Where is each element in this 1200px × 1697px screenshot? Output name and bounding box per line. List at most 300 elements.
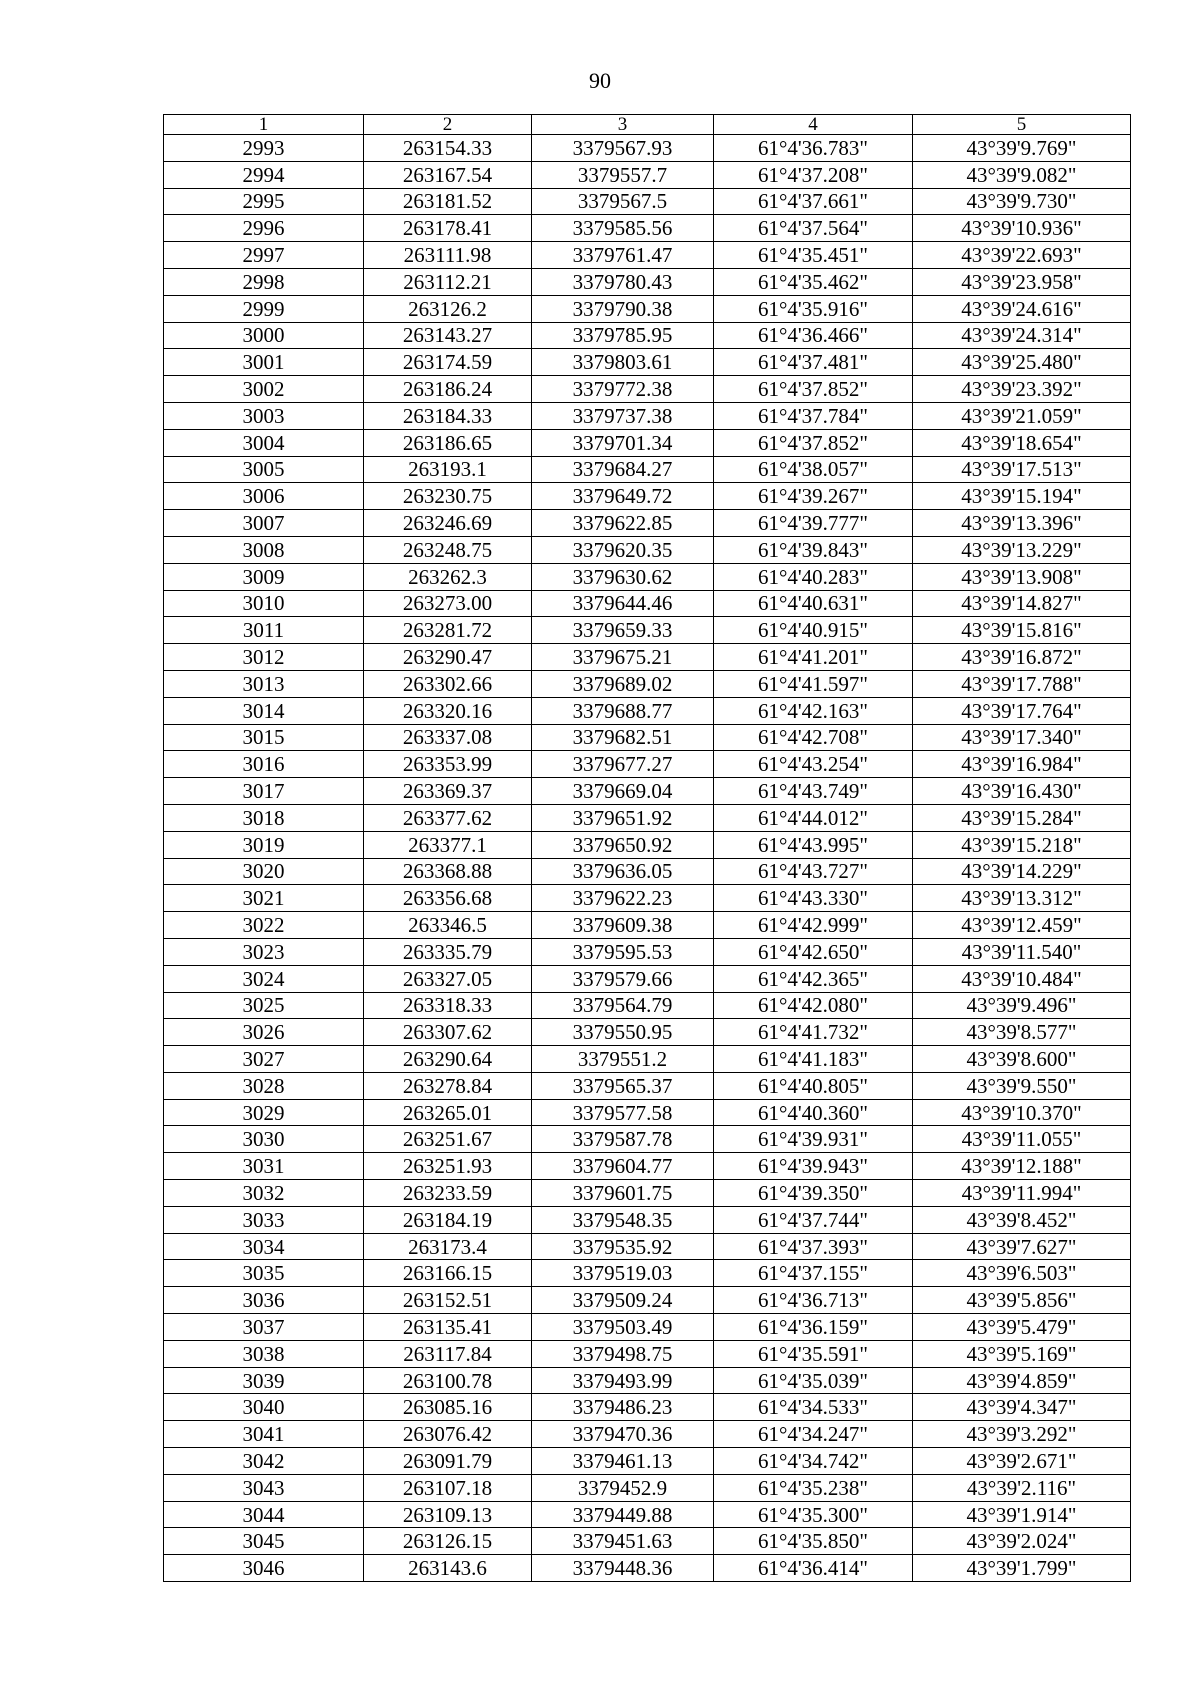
column-header-4: 4 [714, 115, 913, 135]
table-cell-col-4: 61°4'44.012" [714, 804, 913, 831]
table-cell-col-4: 61°4'35.300" [714, 1501, 913, 1528]
table-cell-col-3: 3379772.38 [532, 376, 714, 403]
table-cell-col-3: 3379677.27 [532, 751, 714, 778]
table-cell-col-3: 3379585.56 [532, 215, 714, 242]
table-cell-col-2: 263335.79 [364, 938, 532, 965]
table-cell-col-5: 43°39'13.229" [913, 536, 1131, 563]
table-cell-col-2: 263337.08 [364, 724, 532, 751]
table-cell-col-4: 61°4'35.462" [714, 268, 913, 295]
table-cell-col-1: 3036 [164, 1287, 364, 1314]
table-cell-col-5: 43°39'1.799" [913, 1555, 1131, 1582]
table-cell-col-1: 2994 [164, 161, 364, 188]
table-cell-col-1: 3018 [164, 804, 364, 831]
table-cell-col-2: 263154.33 [364, 135, 532, 162]
table-cell-col-2: 263111.98 [364, 242, 532, 269]
table-cell-col-4: 61°4'35.850" [714, 1528, 913, 1555]
table-row [164, 751, 1131, 778]
table-cell-col-1: 3000 [164, 322, 364, 349]
table-cell-col-2: 263135.41 [364, 1314, 532, 1341]
table-cell-col-4: 61°4'42.999" [714, 912, 913, 939]
table-cell-col-4: 61°4'40.805" [714, 1072, 913, 1099]
column-header-1: 1 [164, 115, 364, 135]
table-row [164, 590, 1131, 617]
table-cell-col-1: 3019 [164, 831, 364, 858]
table-cell-col-1: 3015 [164, 724, 364, 751]
table-cell-col-1: 3012 [164, 644, 364, 671]
table-cell-col-2: 263273.00 [364, 590, 532, 617]
table-cell-col-3: 3379780.43 [532, 268, 714, 295]
table-cell-col-1: 3007 [164, 510, 364, 537]
table-cell-col-2: 263143.6 [364, 1555, 532, 1582]
table-cell-col-1: 3038 [164, 1340, 364, 1367]
table-cell-col-2: 263369.37 [364, 778, 532, 805]
table-cell-col-5: 43°39'17.513" [913, 456, 1131, 483]
table-body [164, 135, 1131, 1582]
table-row [164, 456, 1131, 483]
table-cell-col-5: 43°39'14.827" [913, 590, 1131, 617]
table-cell-col-4: 61°4'39.931" [714, 1126, 913, 1153]
table-cell-col-1: 3034 [164, 1233, 364, 1260]
table-cell-col-5: 43°39'16.872" [913, 644, 1131, 671]
table-cell-col-2: 263085.16 [364, 1394, 532, 1421]
table-cell-col-5: 43°39'10.370" [913, 1099, 1131, 1126]
table-cell-col-5: 43°39'18.654" [913, 429, 1131, 456]
table-cell-col-1: 3029 [164, 1099, 364, 1126]
table-row [164, 697, 1131, 724]
table-row [164, 670, 1131, 697]
table-row [164, 1314, 1131, 1341]
table-cell-col-1: 3006 [164, 483, 364, 510]
column-header-2: 2 [364, 115, 532, 135]
table-cell-col-2: 263166.15 [364, 1260, 532, 1287]
table-cell-col-1: 3020 [164, 858, 364, 885]
table-cell-col-2: 263193.1 [364, 456, 532, 483]
table-cell-col-2: 263173.4 [364, 1233, 532, 1260]
table-cell-col-4: 61°4'41.201" [714, 644, 913, 671]
table-row [164, 617, 1131, 644]
table-row [164, 804, 1131, 831]
table-cell-col-4: 61°4'43.330" [714, 885, 913, 912]
table-cell-col-5: 43°39'5.169" [913, 1340, 1131, 1367]
table-cell-col-1: 3042 [164, 1448, 364, 1475]
table-cell-col-2: 263233.59 [364, 1180, 532, 1207]
table-row [164, 1260, 1131, 1287]
table-cell-col-3: 3379551.2 [532, 1046, 714, 1073]
table-cell-col-2: 263265.01 [364, 1099, 532, 1126]
table-cell-col-1: 3025 [164, 992, 364, 1019]
table-cell-col-1: 3030 [164, 1126, 364, 1153]
table-cell-col-4: 61°4'42.080" [714, 992, 913, 1019]
table-cell-col-2: 263246.69 [364, 510, 532, 537]
header-row [164, 115, 1131, 135]
table-row [164, 831, 1131, 858]
table-cell-col-4: 61°4'42.365" [714, 965, 913, 992]
table-cell-col-1: 3033 [164, 1206, 364, 1233]
table-row [164, 1448, 1131, 1475]
table-cell-col-4: 61°4'39.943" [714, 1153, 913, 1180]
table-cell-col-2: 263117.84 [364, 1340, 532, 1367]
table-cell-col-5: 43°39'1.914" [913, 1501, 1131, 1528]
table-cell-col-3: 3379451.63 [532, 1528, 714, 1555]
table-row [164, 1099, 1131, 1126]
table-cell-col-2: 263307.62 [364, 1019, 532, 1046]
table-cell-col-5: 43°39'15.284" [913, 804, 1131, 831]
table-row [164, 295, 1131, 322]
table-cell-col-1: 3014 [164, 697, 364, 724]
table-cell-col-4: 61°4'35.451" [714, 242, 913, 269]
table-cell-col-1: 3040 [164, 1394, 364, 1421]
table-cell-col-3: 3379675.21 [532, 644, 714, 671]
table-cell-col-4: 61°4'37.852" [714, 429, 913, 456]
table-cell-col-5: 43°39'8.452" [913, 1206, 1131, 1233]
table-cell-col-2: 263109.13 [364, 1501, 532, 1528]
table-cell-col-3: 3379601.75 [532, 1180, 714, 1207]
table-cell-col-4: 61°4'37.744" [714, 1206, 913, 1233]
table-cell-col-3: 3379644.46 [532, 590, 714, 617]
table-cell-col-1: 3032 [164, 1180, 364, 1207]
table-cell-col-2: 263167.54 [364, 161, 532, 188]
table-cell-col-1: 3017 [164, 778, 364, 805]
table-cell-col-5: 43°39'9.730" [913, 188, 1131, 215]
table-cell-col-3: 3379535.92 [532, 1233, 714, 1260]
table-cell-col-2: 263184.33 [364, 402, 532, 429]
table-row [164, 349, 1131, 376]
table-cell-col-1: 3008 [164, 536, 364, 563]
table-row [164, 161, 1131, 188]
table-cell-col-2: 263230.75 [364, 483, 532, 510]
table-cell-col-3: 3379461.13 [532, 1448, 714, 1475]
table-cell-col-3: 3379564.79 [532, 992, 714, 1019]
table-cell-col-4: 61°4'34.742" [714, 1448, 913, 1475]
table-cell-col-2: 263076.42 [364, 1421, 532, 1448]
table-row [164, 135, 1131, 162]
table-row [164, 1474, 1131, 1501]
table-cell-col-2: 263353.99 [364, 751, 532, 778]
table-cell-col-4: 61°4'42.650" [714, 938, 913, 965]
table-row [164, 965, 1131, 992]
table-cell-col-3: 3379651.92 [532, 804, 714, 831]
table-cell-col-4: 61°4'35.238" [714, 1474, 913, 1501]
table-cell-col-5: 43°39'4.347" [913, 1394, 1131, 1421]
table-cell-col-1: 3035 [164, 1260, 364, 1287]
table-cell-col-4: 61°4'35.039" [714, 1367, 913, 1394]
table-cell-col-4: 61°4'39.350" [714, 1180, 913, 1207]
table-cell-col-3: 3379577.58 [532, 1099, 714, 1126]
table-cell-col-1: 3044 [164, 1501, 364, 1528]
table-cell-col-3: 3379565.37 [532, 1072, 714, 1099]
table-row [164, 912, 1131, 939]
table-row [164, 215, 1131, 242]
table-cell-col-3: 3379548.35 [532, 1206, 714, 1233]
table-cell-col-2: 263112.21 [364, 268, 532, 295]
table-cell-col-3: 3379498.75 [532, 1340, 714, 1367]
table-row [164, 938, 1131, 965]
table-cell-col-4: 61°4'39.267" [714, 483, 913, 510]
table-cell-col-5: 43°39'9.769" [913, 135, 1131, 162]
table-cell-col-5: 43°39'11.540" [913, 938, 1131, 965]
table-cell-col-2: 263290.64 [364, 1046, 532, 1073]
table-row [164, 242, 1131, 269]
table-cell-col-1: 3016 [164, 751, 364, 778]
coordinates-table [163, 114, 1131, 1582]
table-cell-col-5: 43°39'9.082" [913, 161, 1131, 188]
table-cell-col-5: 43°39'15.218" [913, 831, 1131, 858]
table-cell-col-4: 61°4'37.784" [714, 402, 913, 429]
table-cell-col-1: 3011 [164, 617, 364, 644]
table-cell-col-1: 3022 [164, 912, 364, 939]
table-cell-col-3: 3379452.9 [532, 1474, 714, 1501]
table-cell-col-2: 263327.05 [364, 965, 532, 992]
table-cell-col-1: 3001 [164, 349, 364, 376]
table-cell-col-2: 263262.3 [364, 563, 532, 590]
table-cell-col-3: 3379567.93 [532, 135, 714, 162]
table-row [164, 563, 1131, 590]
table-cell-col-5: 43°39'9.496" [913, 992, 1131, 1019]
table-cell-col-1: 2993 [164, 135, 364, 162]
table-cell-col-2: 263143.27 [364, 322, 532, 349]
table-cell-col-1: 3031 [164, 1153, 364, 1180]
table-row [164, 429, 1131, 456]
table-cell-col-3: 3379509.24 [532, 1287, 714, 1314]
table-row [164, 376, 1131, 403]
table-cell-col-4: 61°4'36.159" [714, 1314, 913, 1341]
column-header-5: 5 [913, 115, 1131, 135]
table-cell-col-2: 263356.68 [364, 885, 532, 912]
table-row [164, 1528, 1131, 1555]
table-cell-col-3: 3379682.51 [532, 724, 714, 751]
table-cell-col-3: 3379493.99 [532, 1367, 714, 1394]
table-cell-col-2: 263091.79 [364, 1448, 532, 1475]
table-cell-col-5: 43°39'24.616" [913, 295, 1131, 322]
table-row [164, 536, 1131, 563]
table-cell-col-4: 61°4'37.481" [714, 349, 913, 376]
table-cell-col-2: 263174.59 [364, 349, 532, 376]
table-cell-col-3: 3379622.85 [532, 510, 714, 537]
table-cell-col-5: 43°39'12.188" [913, 1153, 1131, 1180]
table-cell-col-2: 263318.33 [364, 992, 532, 1019]
table-cell-col-4: 61°4'36.466" [714, 322, 913, 349]
table-cell-col-3: 3379649.72 [532, 483, 714, 510]
table-cell-col-2: 263377.1 [364, 831, 532, 858]
table-cell-col-3: 3379803.61 [532, 349, 714, 376]
table-cell-col-5: 43°39'5.856" [913, 1287, 1131, 1314]
table-cell-col-5: 43°39'25.480" [913, 349, 1131, 376]
table-cell-col-3: 3379688.77 [532, 697, 714, 724]
table-cell-col-4: 61°4'37.852" [714, 376, 913, 403]
table-cell-col-3: 3379684.27 [532, 456, 714, 483]
table-cell-col-4: 61°4'37.564" [714, 215, 913, 242]
table-cell-col-4: 61°4'43.727" [714, 858, 913, 885]
table-cell-col-2: 263178.41 [364, 215, 532, 242]
table-row [164, 1367, 1131, 1394]
table-cell-col-3: 3379785.95 [532, 322, 714, 349]
table-cell-col-4: 61°4'34.247" [714, 1421, 913, 1448]
table-cell-col-4: 61°4'43.749" [714, 778, 913, 805]
table-cell-col-5: 43°39'8.600" [913, 1046, 1131, 1073]
table-cell-col-3: 3379761.47 [532, 242, 714, 269]
table-row [164, 644, 1131, 671]
table-cell-col-4: 61°4'40.360" [714, 1099, 913, 1126]
table-cell-col-1: 3028 [164, 1072, 364, 1099]
table-cell-col-1: 3003 [164, 402, 364, 429]
table-row [164, 402, 1131, 429]
table-row [164, 1046, 1131, 1073]
table-cell-col-4: 61°4'36.414" [714, 1555, 913, 1582]
table-header [164, 115, 1131, 135]
table-cell-col-2: 263281.72 [364, 617, 532, 644]
table-cell-col-3: 3379650.92 [532, 831, 714, 858]
table-cell-col-5: 43°39'9.550" [913, 1072, 1131, 1099]
table-cell-col-2: 263377.62 [364, 804, 532, 831]
table-cell-col-5: 43°39'2.671" [913, 1448, 1131, 1475]
table-cell-col-2: 263320.16 [364, 697, 532, 724]
table-cell-col-5: 43°39'16.430" [913, 778, 1131, 805]
table-cell-col-4: 61°4'41.183" [714, 1046, 913, 1073]
table-row [164, 1394, 1131, 1421]
table-cell-col-1: 2997 [164, 242, 364, 269]
table-cell-col-5: 43°39'6.503" [913, 1260, 1131, 1287]
table-cell-col-4: 61°4'35.916" [714, 295, 913, 322]
table-cell-col-2: 263126.15 [364, 1528, 532, 1555]
table-cell-col-3: 3379449.88 [532, 1501, 714, 1528]
table-cell-col-5: 43°39'14.229" [913, 858, 1131, 885]
table-cell-col-1: 2996 [164, 215, 364, 242]
table-cell-col-4: 61°4'42.163" [714, 697, 913, 724]
table-cell-col-1: 3041 [164, 1421, 364, 1448]
page-number: 90 [589, 68, 611, 93]
table-cell-col-5: 43°39'13.396" [913, 510, 1131, 537]
table-cell-col-5: 43°39'5.479" [913, 1314, 1131, 1341]
table-row [164, 322, 1131, 349]
table-row [164, 1287, 1131, 1314]
table-cell-col-2: 263107.18 [364, 1474, 532, 1501]
table-cell-col-4: 61°4'39.777" [714, 510, 913, 537]
table-row [164, 188, 1131, 215]
table-cell-col-2: 263251.93 [364, 1153, 532, 1180]
table-cell-col-3: 3379448.36 [532, 1555, 714, 1582]
table-cell-col-5: 43°39'11.055" [913, 1126, 1131, 1153]
table-cell-col-5: 43°39'21.059" [913, 402, 1131, 429]
table-cell-col-2: 263278.84 [364, 1072, 532, 1099]
table-cell-col-4: 61°4'34.533" [714, 1394, 913, 1421]
table-cell-col-1: 3043 [164, 1474, 364, 1501]
table-cell-col-1: 3013 [164, 670, 364, 697]
table-cell-col-4: 61°4'37.661" [714, 188, 913, 215]
table-cell-col-5: 43°39'17.340" [913, 724, 1131, 751]
table-cell-col-5: 43°39'24.314" [913, 322, 1131, 349]
table-cell-col-3: 3379669.04 [532, 778, 714, 805]
table-cell-col-2: 263126.2 [364, 295, 532, 322]
table-cell-col-1: 3021 [164, 885, 364, 912]
table-cell-col-3: 3379659.33 [532, 617, 714, 644]
table-cell-col-5: 43°39'2.024" [913, 1528, 1131, 1555]
table-cell-col-1: 3045 [164, 1528, 364, 1555]
table-cell-col-5: 43°39'15.194" [913, 483, 1131, 510]
table-cell-col-1: 3037 [164, 1314, 364, 1341]
table-cell-col-5: 43°39'12.459" [913, 912, 1131, 939]
table-cell-col-4: 61°4'37.393" [714, 1233, 913, 1260]
table-cell-col-3: 3379579.66 [532, 965, 714, 992]
table-cell-col-4: 61°4'41.597" [714, 670, 913, 697]
table-cell-col-1: 3010 [164, 590, 364, 617]
table-cell-col-4: 61°4'37.155" [714, 1260, 913, 1287]
table-cell-col-3: 3379636.05 [532, 858, 714, 885]
table-cell-col-4: 61°4'36.783" [714, 135, 913, 162]
table-cell-col-3: 3379620.35 [532, 536, 714, 563]
table-cell-col-1: 3039 [164, 1367, 364, 1394]
table-cell-col-3: 3379604.77 [532, 1153, 714, 1180]
table-cell-col-5: 43°39'11.994" [913, 1180, 1131, 1207]
table-cell-col-3: 3379737.38 [532, 402, 714, 429]
table-cell-col-1: 3004 [164, 429, 364, 456]
table-cell-col-3: 3379622.23 [532, 885, 714, 912]
table-cell-col-1: 3046 [164, 1555, 364, 1582]
table-cell-col-4: 61°4'40.283" [714, 563, 913, 590]
table-cell-col-3: 3379557.7 [532, 161, 714, 188]
table-cell-col-3: 3379701.34 [532, 429, 714, 456]
table-row [164, 268, 1131, 295]
table-row [164, 778, 1131, 805]
table-cell-col-5: 43°39'8.577" [913, 1019, 1131, 1046]
table-cell-col-2: 263186.24 [364, 376, 532, 403]
table-row [164, 1501, 1131, 1528]
table-cell-col-5: 43°39'17.764" [913, 697, 1131, 724]
table-cell-col-3: 3379587.78 [532, 1126, 714, 1153]
table-cell-col-5: 43°39'23.958" [913, 268, 1131, 295]
table-cell-col-1: 3002 [164, 376, 364, 403]
table-row [164, 483, 1131, 510]
table-cell-col-5: 43°39'2.116" [913, 1474, 1131, 1501]
table-cell-col-1: 3023 [164, 938, 364, 965]
table-cell-col-4: 61°4'39.843" [714, 536, 913, 563]
table-row [164, 1555, 1131, 1582]
table-row [164, 1180, 1131, 1207]
table-row [164, 1126, 1131, 1153]
table-row [164, 510, 1131, 537]
table-cell-col-4: 61°4'40.915" [714, 617, 913, 644]
table-row [164, 885, 1131, 912]
table-cell-col-4: 61°4'37.208" [714, 161, 913, 188]
table-cell-col-2: 263100.78 [364, 1367, 532, 1394]
table-cell-col-1: 2995 [164, 188, 364, 215]
table-row [164, 1340, 1131, 1367]
table-cell-col-5: 43°39'13.312" [913, 885, 1131, 912]
table-cell-col-3: 3379519.03 [532, 1260, 714, 1287]
table-cell-col-1: 3024 [164, 965, 364, 992]
table-row [164, 858, 1131, 885]
table-cell-col-3: 3379470.36 [532, 1421, 714, 1448]
table-cell-col-5: 43°39'23.392" [913, 376, 1131, 403]
table-cell-col-1: 3005 [164, 456, 364, 483]
table-cell-col-2: 263290.47 [364, 644, 532, 671]
table-cell-col-4: 61°4'36.713" [714, 1287, 913, 1314]
table-cell-col-4: 61°4'40.631" [714, 590, 913, 617]
table-cell-col-2: 263302.66 [364, 670, 532, 697]
table-cell-col-2: 263181.52 [364, 188, 532, 215]
table-cell-col-5: 43°39'17.788" [913, 670, 1131, 697]
table-cell-col-5: 43°39'22.693" [913, 242, 1131, 269]
table-cell-col-1: 3009 [164, 563, 364, 590]
table-cell-col-2: 263346.5 [364, 912, 532, 939]
table-cell-col-3: 3379503.49 [532, 1314, 714, 1341]
table-cell-col-4: 61°4'43.995" [714, 831, 913, 858]
table-cell-col-2: 263184.19 [364, 1206, 532, 1233]
table-cell-col-3: 3379550.95 [532, 1019, 714, 1046]
table-row [164, 1233, 1131, 1260]
table-cell-col-5: 43°39'10.936" [913, 215, 1131, 242]
table-cell-col-1: 2999 [164, 295, 364, 322]
table-cell-col-3: 3379790.38 [532, 295, 714, 322]
